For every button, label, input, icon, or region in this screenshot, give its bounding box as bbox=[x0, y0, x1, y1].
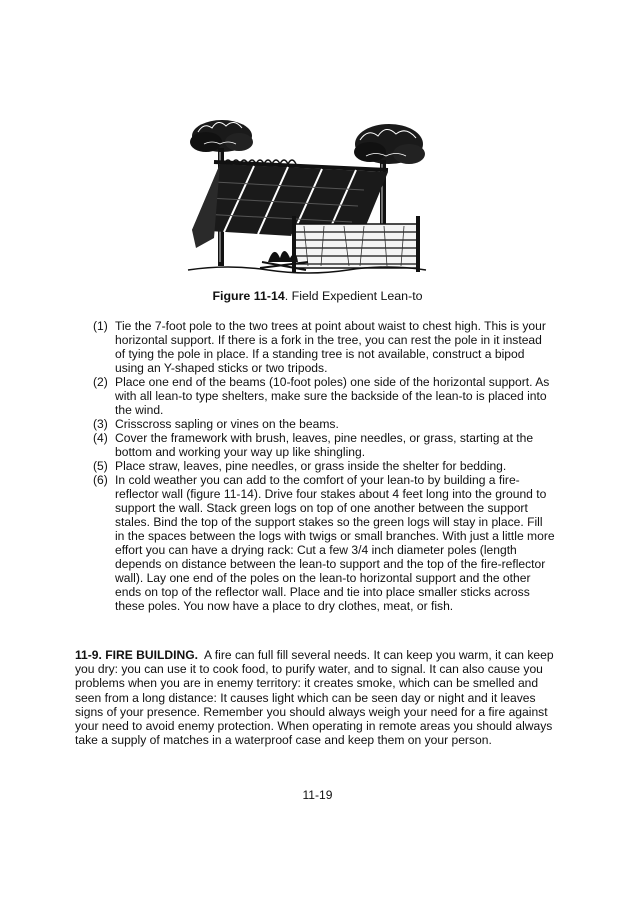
section-body: A fire can full fill several needs. It can keep you warm, it can keep you dry: you can use it to cook food, to purify water, and to signal. It can also cause you problems when you are in enemy territory: it creates smoke, which can be smelled and seen from a long distance: It causes light which can be seen day or night and it leaves signs of your presence. Remember you should always weigh your need for a fire against your need to avoid enemy protection. When operating in remote areas you should always take a supply of matches in a waterproof case and keep them on your person. bbox=[75, 648, 554, 748]
step-number: (6) bbox=[93, 473, 108, 487]
step-text: Cover the framework with brush, leaves, pine needles, or grass, starting at the bottom and working your way up like shingling. bbox=[115, 431, 534, 459]
step-number: (5) bbox=[93, 459, 108, 473]
figure-caption-label: Figure 11-14 bbox=[212, 289, 285, 303]
fire-building-section bbox=[75, 648, 555, 747]
list-item bbox=[93, 417, 555, 431]
figure-caption-text: . Field Expedient Lean-to bbox=[284, 289, 423, 303]
list-item bbox=[93, 473, 555, 613]
lean-to-steps-list bbox=[93, 319, 555, 613]
lean-to-figure bbox=[184, 112, 430, 284]
lean-to-illustration bbox=[184, 112, 430, 284]
step-number: (4) bbox=[93, 431, 108, 445]
list-item bbox=[93, 459, 555, 473]
step-text: Place one end of the beams (10-foot poles) one side of the horizontal support. As with all lean-to type shelters, make sure the backside of the lean-to is placed into the wind. bbox=[115, 375, 550, 417]
step-number: (2) bbox=[93, 375, 108, 389]
section-heading: 11-9. FIRE BUILDING. bbox=[75, 648, 198, 662]
step-number: (1) bbox=[93, 319, 108, 333]
reflector-wall bbox=[292, 216, 420, 272]
list-item bbox=[93, 431, 555, 459]
figure-caption bbox=[0, 289, 635, 303]
step-text: Place straw, leaves, pine needles, or grass inside the shelter for bedding. bbox=[115, 459, 507, 473]
step-text: In cold weather you can add to the comfort of your lean-to by building a fire-reflector wall (figure 11-14). Drive four stakes about 4 feet long into the ground to support the wall. Stack green logs on top of one another between the support stales. Bind the top of the support stakes so the green logs will stay in place. Fill in the spaces between the logs with twigs or small branches. With just a little more effort you can have a drying rack: Cut a few 3/4 inch diameter poles (length depends on distance between the lean-to support and the top of the fire-reflector wall). Lay one end of the poles on the lean-to horizontal support and the other ends on top of the reflector wall. Place and tie into place smaller sticks across these poles. You now have a place to dry clothes, meat, or fish. bbox=[115, 473, 555, 613]
step-text: Crisscross sapling or vines on the beams. bbox=[115, 417, 339, 431]
step-number: (3) bbox=[93, 417, 108, 431]
list-item bbox=[93, 319, 555, 375]
page-number: 11-19 bbox=[302, 788, 333, 802]
list-item bbox=[93, 375, 555, 417]
step-text: Tie the 7-foot pole to the two trees at point about waist to chest high. This is your horizontal support. If there is a fork in the tree, you can rest the pole in it instead of tying the pole in place. If a standing tree is not available, construct a bipod using an Y-shaped sticks or two tripods. bbox=[115, 319, 546, 375]
